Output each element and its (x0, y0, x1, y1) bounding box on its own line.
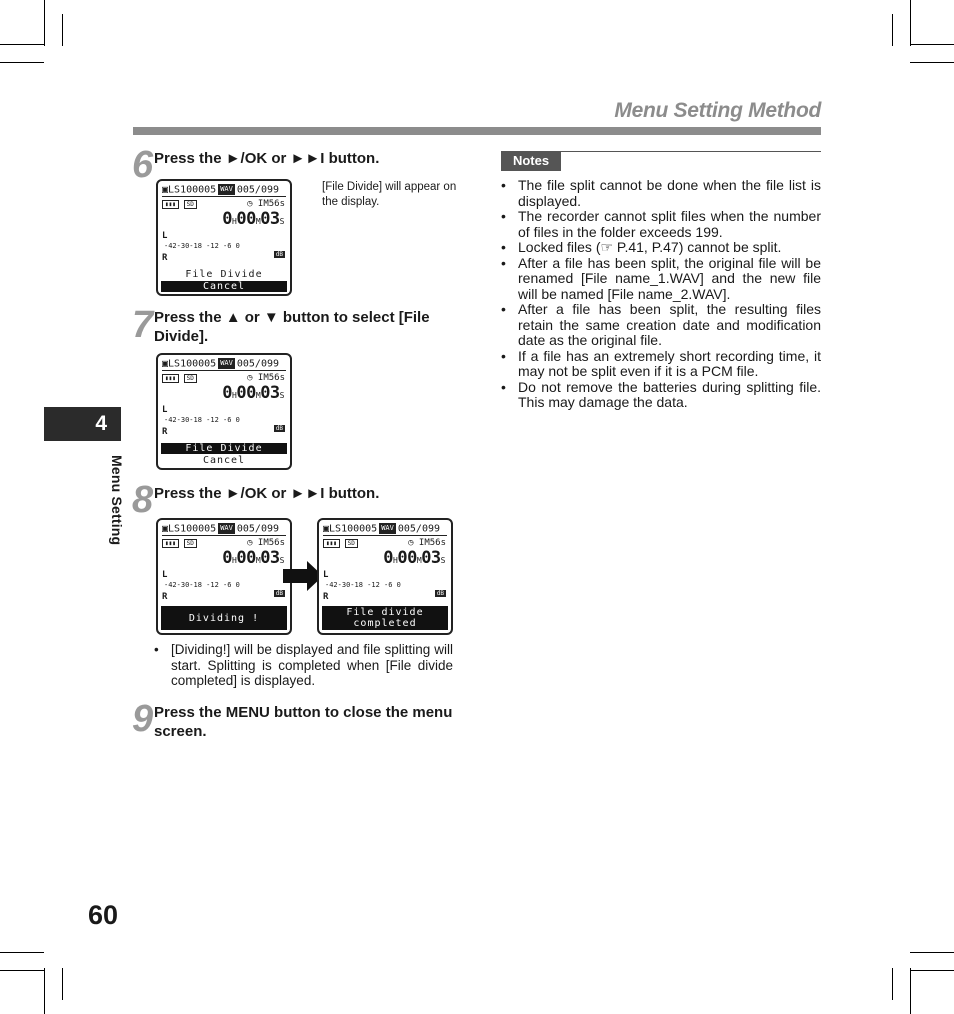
battery-icon: ▮▮▮ (162, 539, 179, 548)
display-divider (162, 196, 286, 197)
db-label: dB (275, 425, 283, 432)
battery-icon: ▮▮▮ (323, 539, 340, 548)
db-label: dB (275, 251, 283, 258)
recording-rate: ◷ IM56s (247, 199, 285, 209)
level-scale: -42-30-18 -12 -6 0 (164, 416, 240, 424)
list-item: • After a file has been split, the original file will be renamed [File name_1.WAV] and the new file will be named [File name_2.WAV]. (501, 256, 821, 303)
battery-icon: ▮▮▮ (162, 200, 179, 209)
step-number: 6 (132, 144, 154, 186)
dividing-message: Dividing ! (161, 606, 287, 630)
recorder-display (156, 179, 292, 296)
channel-left: L (323, 570, 329, 580)
crop-mark (44, 968, 45, 1014)
menu-option-cancel: Cancel (161, 281, 287, 292)
menu-option-file-divide: File Divide (161, 443, 287, 454)
recording-rate: ◷ IM56s (247, 373, 285, 383)
list-item: • After a file has been split, the resulting files retain the same creation date and modification date as the original file. (501, 302, 821, 349)
recorder-display (156, 353, 292, 470)
channel-right: R (162, 253, 168, 263)
chapter-tab: 4 (44, 407, 121, 441)
display-divider (162, 370, 286, 371)
menu-option-cancel: Cancel (202, 455, 246, 466)
page-number: 60 (88, 900, 119, 930)
crop-mark (892, 968, 893, 1000)
elapsed-time: 0H00M03S (222, 383, 284, 403)
list-item: • The recorder cannot split files when the number of files in the folder exceeds 199. (501, 209, 821, 240)
display-status: ▮▮▮ SD (323, 538, 358, 548)
recorder-display (317, 518, 453, 635)
step-instruction: Press the MENU button to close the menu screen. (154, 704, 453, 740)
notes-list (501, 178, 821, 411)
list-item: • If a file has an extremely short recording time, it may not be split even if it is a PCM file. (501, 349, 821, 380)
list-item: • Do not remove the batteries during splitting file. This may damage the data. (501, 380, 821, 411)
elapsed-time: 0H00M03S (222, 209, 284, 229)
channel-left: L (162, 570, 168, 580)
crop-mark (62, 968, 63, 1000)
step8-bullets (154, 642, 453, 689)
step-number: 9 (132, 698, 154, 740)
display-header: ▣LS100005 WAV 005/099 (162, 358, 280, 370)
page-title: Menu Setting Method (614, 99, 821, 122)
crop-mark (910, 62, 954, 63)
display-header: ▣LS100005 WAV 005/099 (323, 523, 441, 535)
db-label: dB (275, 590, 283, 597)
crop-mark (892, 14, 893, 46)
crop-mark (910, 968, 911, 1014)
elapsed-time: 0H00M03S (383, 548, 445, 568)
crop-mark (0, 952, 44, 953)
channel-left: L (162, 405, 168, 415)
step-instruction: Press the ►/OK or ►►I button. (154, 150, 380, 167)
display-header: ▣LS100005 WAV 005/099 (162, 523, 280, 535)
step-instruction: Press the ►/OK or ►►I button. (154, 485, 380, 502)
list-item: • The file split cannot be done when the file list is displayed. (501, 178, 821, 209)
level-scale: -42-30-18 -12 -6 0 (164, 581, 240, 589)
header-divider (133, 127, 821, 135)
recording-rate: ◷ IM56s (247, 538, 285, 548)
channel-left: L (162, 231, 168, 241)
level-scale: -42-30-18 -12 -6 0 (325, 581, 401, 589)
menu-option-file-divide: File Divide (185, 269, 263, 280)
recording-rate: ◷ IM56s (408, 538, 446, 548)
crop-mark (910, 0, 911, 46)
display-status: ▮▮▮ SD (162, 373, 197, 383)
level-scale: -42-30-18 -12 -6 0 (164, 242, 240, 250)
list-item: • Locked files (☞ P.41, P.47) cannot be split. (501, 240, 821, 256)
notes-divider (561, 151, 821, 152)
battery-icon: ▮▮▮ (162, 374, 179, 383)
display-header: ▣LS100005 WAV 005/099 (162, 184, 280, 196)
display-status: ▮▮▮ SD (162, 199, 197, 209)
channel-right: R (162, 592, 168, 602)
completed-message: File divide completed (322, 606, 448, 630)
step-number: 8 (132, 479, 154, 521)
crop-mark (910, 970, 954, 971)
display-divider (323, 535, 447, 536)
folder-icon: ▣ (323, 523, 330, 535)
crop-mark (0, 62, 44, 63)
crop-mark (44, 0, 45, 46)
step-instruction: Press the ▲ or ▼ button to select [File Divide]. (154, 309, 430, 345)
elapsed-time: 0H00M03S (222, 548, 284, 568)
crop-mark (910, 952, 954, 953)
step-number: 7 (132, 304, 154, 346)
folder-icon: ▣ (162, 358, 169, 370)
crop-mark (0, 970, 44, 971)
crop-mark (62, 14, 63, 46)
step6-caption: [File Divide] will appear on the display. (322, 181, 457, 208)
folder-icon: ▣ (162, 523, 169, 535)
channel-right: R (323, 592, 329, 602)
recorder-display (156, 518, 292, 635)
chapter-label: Menu Setting (109, 455, 125, 546)
db-label: dB (436, 590, 444, 597)
folder-icon: ▣ (162, 184, 169, 196)
display-status: ▮▮▮ SD (162, 538, 197, 548)
list-item: • [Dividing!] will be displayed and file splitting will start. Splitting is completed when [File divide completed] is displayed. (154, 642, 453, 689)
notes-heading: Notes (501, 151, 561, 171)
crop-mark (0, 44, 44, 45)
channel-right: R (162, 427, 168, 437)
crop-mark (910, 44, 954, 45)
display-divider (162, 535, 286, 536)
